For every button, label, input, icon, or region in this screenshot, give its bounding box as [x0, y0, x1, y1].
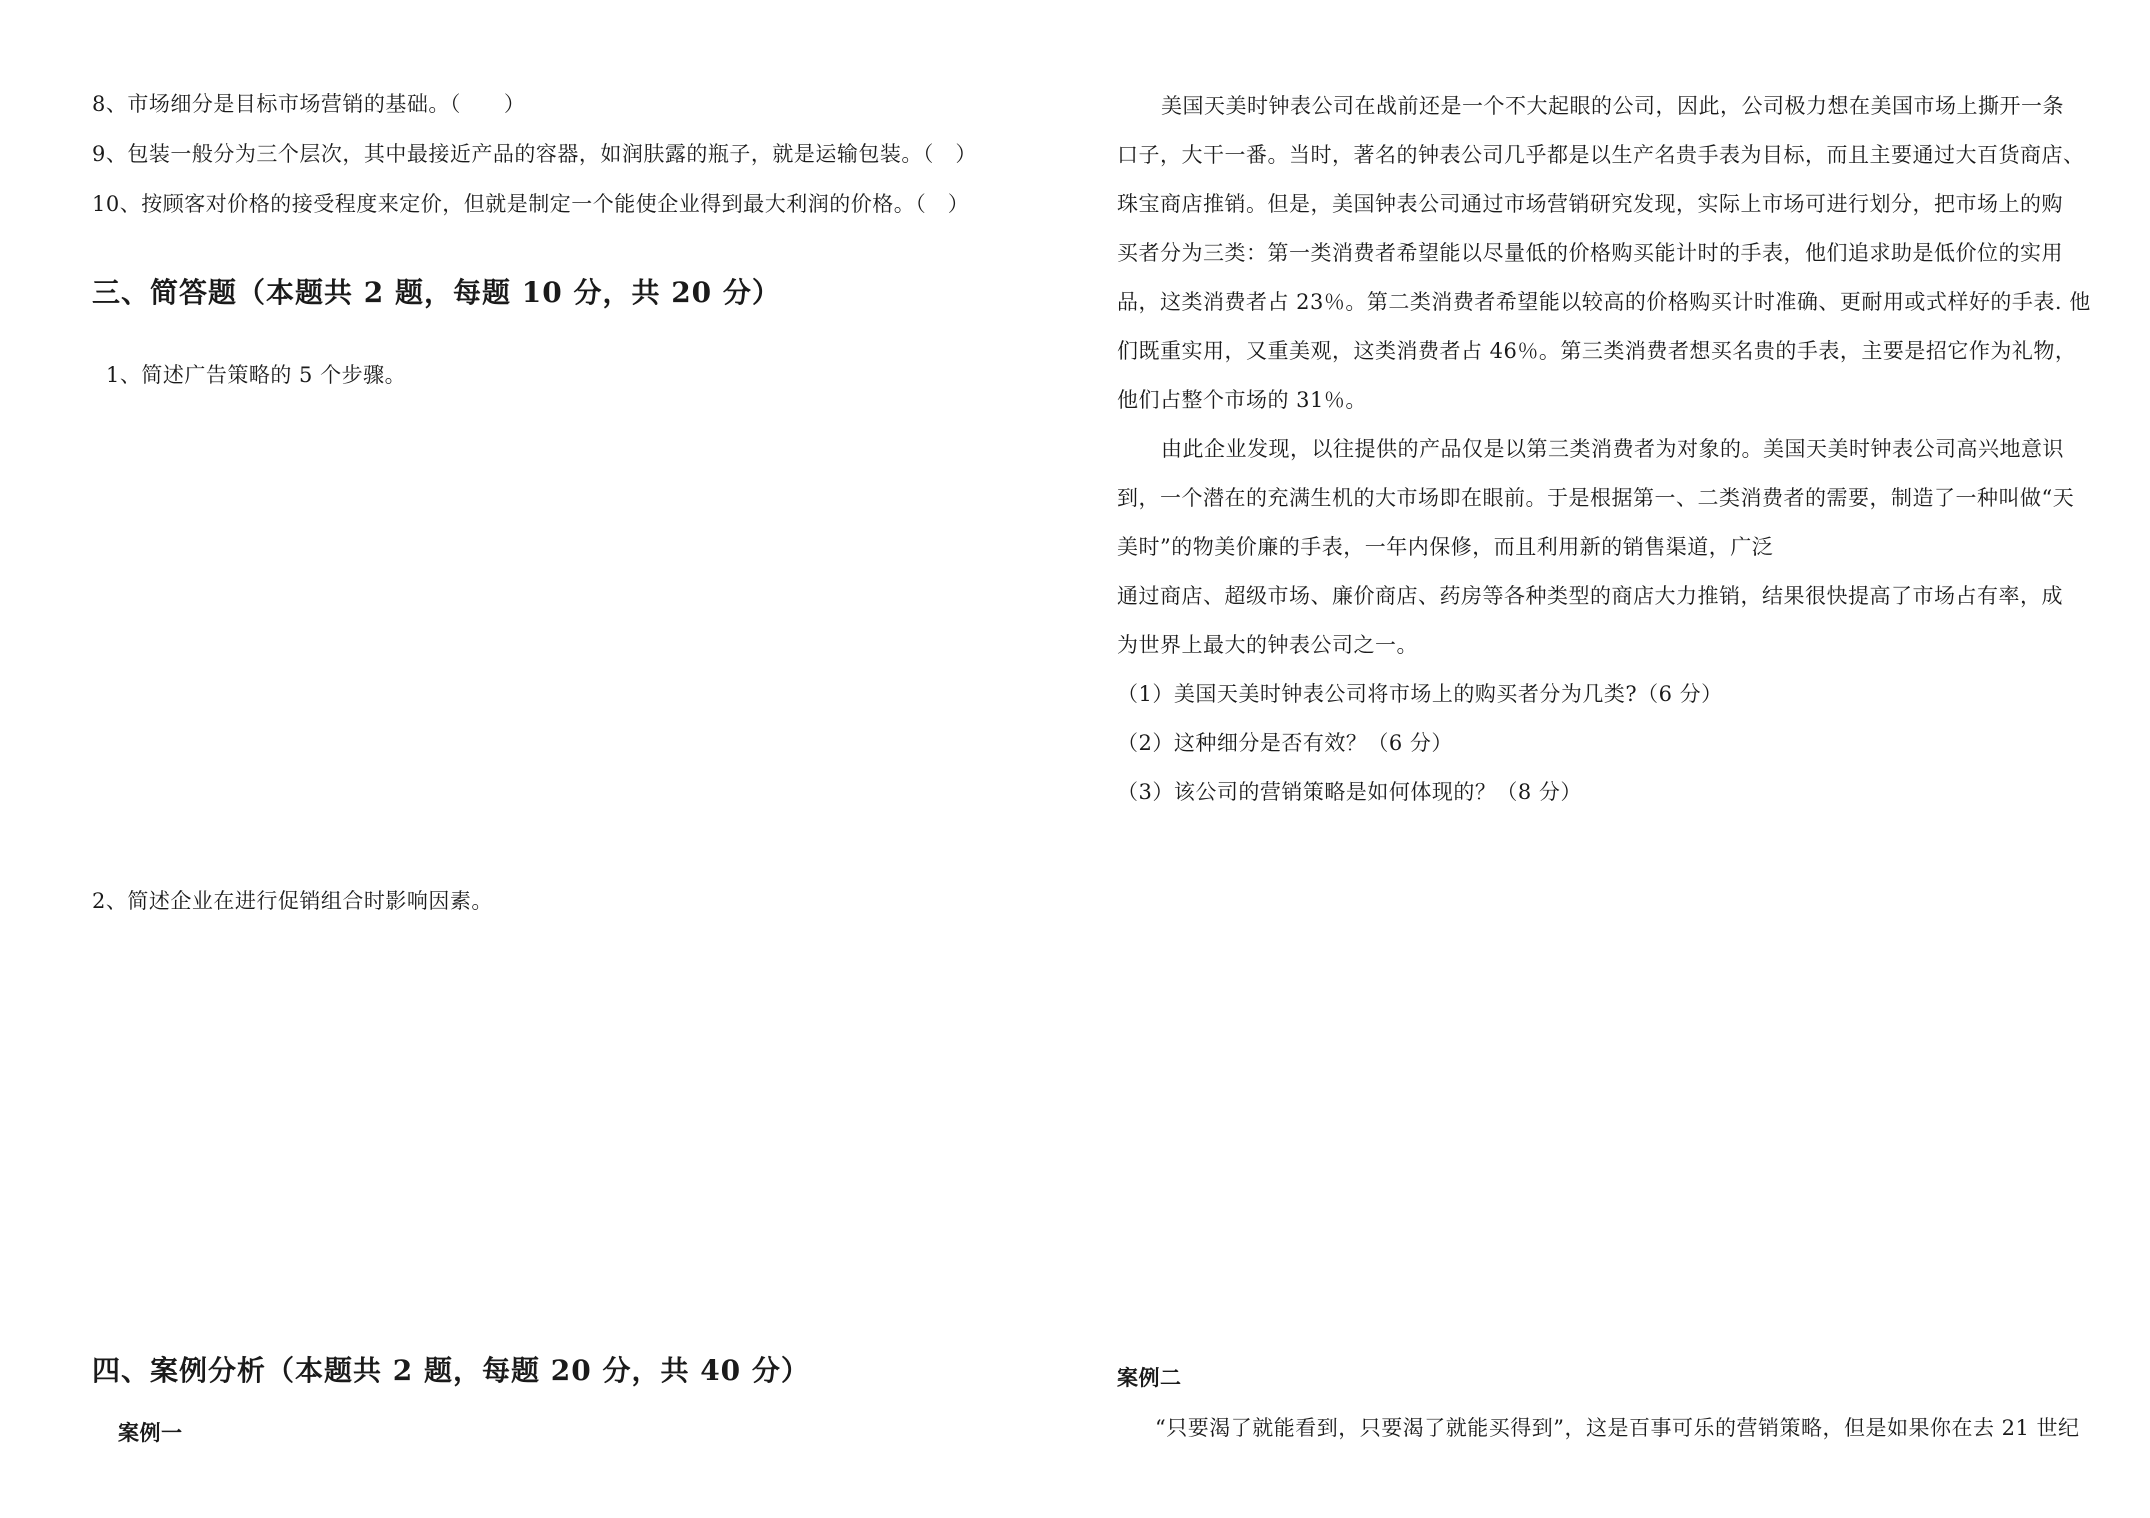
case-paragraph-line: 到，一个潜在的充满生机的大市场即在眼前。于是根据第一、二类消费者的需要，制造了一种叫做“天	[1117, 486, 2075, 510]
case2-title: 案例二	[1117, 1366, 1182, 1390]
tf-item-10: 10、按顾客对价格的接受程度来定价，但就是制定一个能使企业得到最大利润的价格。（ ）	[92, 192, 970, 216]
case2-first-line: “只要渴了就能看到，只要渴了就能买得到”，这是百事可乐的营销策略，但是如果你在去 21 世纪	[1155, 1416, 2080, 1440]
case-paragraph-line: 他们占整个市场的 31％。	[1117, 388, 1367, 412]
tf-item-9: 9、包装一般分为三个层次，其中最接近产品的容器，如润肤露的瓶子，就是运输包装。（ ）	[92, 142, 977, 166]
case-paragraph-line: 们既重实用，又重美观，这类消费者占 46％。第三类消费者想买名贵的手表，主要是招它作为礼物，	[1117, 339, 2077, 363]
section3-title: 三、简答题（本题共 2 题，每题 10 分，共 20 分）	[92, 276, 781, 309]
case-paragraph-line: 买者分为三类：第一类消费者希望能以尽量低的价格购买能计时的手表，他们追求助是低价位的实用	[1117, 241, 2063, 265]
case-paragraph-line: 美时”的物美价廉的手表，一年内保修，而且利用新的销售渠道，广泛	[1117, 535, 1774, 559]
section4-title: 四、案例分析（本题共 2 题，每题 20 分，共 40 分）	[92, 1354, 810, 1387]
case-question-1: （1）美国天美时钟表公司将市场上的购买者分为几类?（6 分）	[1117, 682, 1723, 706]
case-question-2: （2）这种细分是否有效？（6 分）	[1117, 731, 1453, 755]
case-paragraph-line: 通过商店、超级市场、廉价商店、药房等各种类型的商店大力推销，结果很快提高了市场占有率，成	[1117, 584, 2063, 608]
short-answer-q2: 2、简述企业在进行促销组合时影响因素。	[92, 889, 493, 913]
case1-title: 案例一	[118, 1421, 183, 1445]
tf-item-8: 8、市场细分是目标市场营销的基础。（ ）	[92, 92, 526, 116]
case-paragraph-line: 品，这类消费者占 23％。第二类消费者希望能以较高的价格购买计时准确、更耐用或式样好的手表. 他	[1117, 290, 2091, 314]
short-answer-q1: 1、简述广告策略的 5 个步骤。	[106, 363, 407, 387]
case-paragraph-line: 由此企业发现，以往提供的产品仅是以第三类消费者为对象的。美国天美时钟表公司高兴地意识	[1161, 437, 2064, 461]
case-paragraph-line: 口子，大干一番。当时，著名的钟表公司几乎都是以生产名贵手表为目标，而且主要通过大百货商店、	[1117, 143, 2085, 167]
case-paragraph-line: 珠宝商店推销。但是，美国钟表公司通过市场营销研究发现，实际上市场可进行划分，把市场上的购	[1117, 192, 2063, 216]
case-paragraph-line: 美国天美时钟表公司在战前还是一个不大起眼的公司，因此，公司极力想在美国市场上撕开一条	[1161, 94, 2064, 118]
case-paragraph-line: 为世界上最大的钟表公司之一。	[1117, 633, 1418, 657]
case-question-3: （3）该公司的营销策略是如何体现的？（8 分）	[1117, 780, 1582, 804]
